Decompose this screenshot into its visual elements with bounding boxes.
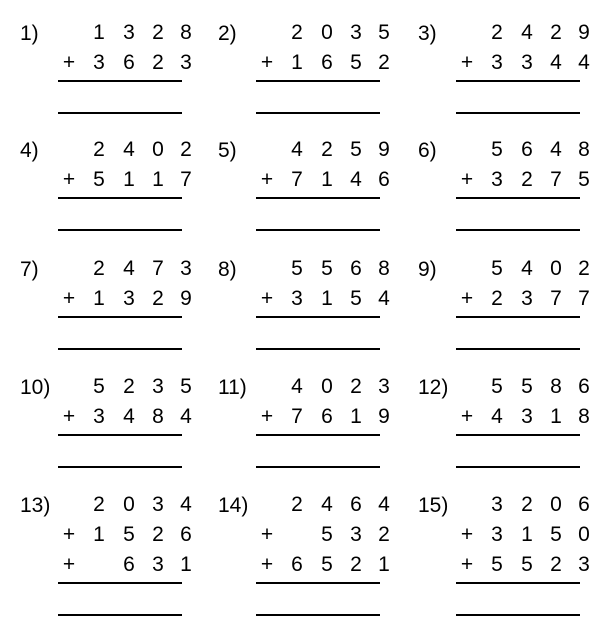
addend-line [60,48,192,78]
digit: 5 [491,375,503,398]
digit: 4 [378,493,390,516]
addend-line [60,372,192,402]
addend-line [458,490,590,520]
addend-line [60,284,192,314]
digit: 2 [93,257,105,280]
problem-number: 9) [418,258,437,281]
digit: 3 [521,405,533,428]
addends [258,490,390,580]
digit: 1 [123,168,135,191]
digit: 2 [491,21,503,44]
digit: 3 [152,553,164,576]
addends [458,18,590,78]
digit: 1 [321,168,333,191]
digit: 4 [321,493,333,516]
digit: 3 [521,51,533,74]
digit: 2 [378,51,390,74]
digit: 4 [550,138,562,161]
answer-line[interactable] [58,348,182,350]
digit: 2 [578,257,590,280]
sum-rule [456,197,580,199]
digit: 7 [578,287,590,310]
operator-sign: + [260,51,274,74]
addend-line [60,402,192,432]
operator-sign: + [62,523,76,546]
problem-number: 4) [20,139,39,162]
digit: 5 [321,257,333,280]
digit: 5 [521,553,533,576]
operator-sign: + [460,405,474,428]
addend-line [258,490,390,520]
addend-line [458,18,590,48]
digit: 8 [378,257,390,280]
digit: 1 [93,523,105,546]
digit: 2 [550,553,562,576]
addend-line [458,254,590,284]
digit: 5 [521,375,533,398]
answer-line[interactable] [58,112,182,114]
digit: 5 [491,553,503,576]
operator-sign: + [460,168,474,191]
digit: 5 [123,523,135,546]
digit: 4 [180,405,192,428]
digit: 0 [578,523,590,546]
digit: 5 [350,51,362,74]
problem-number: 11) [218,376,247,399]
digit: 9 [578,21,590,44]
problem-13 [20,490,200,610]
sum-rule [58,316,182,318]
addend-line [60,165,192,195]
sum-rule [58,434,182,436]
digit: 4 [350,168,362,191]
answer-line[interactable] [456,614,580,616]
digit: 2 [350,375,362,398]
digit: 1 [321,287,333,310]
digit: 1 [291,51,303,74]
sum-rule [256,434,380,436]
problem-number: 7) [20,258,39,281]
operator-sign: + [260,405,274,428]
addend-line [258,135,390,165]
problem-number: 2) [218,22,237,45]
problem-number: 6) [418,139,437,162]
digit: 1 [350,405,362,428]
digit: 2 [521,493,533,516]
answer-line[interactable] [58,229,182,231]
digit: 8 [550,375,562,398]
digit: 5 [491,257,503,280]
digit: 5 [321,553,333,576]
answer-line[interactable] [256,112,380,114]
digit: 1 [180,553,192,576]
addend-line [258,520,390,550]
addend-line [258,550,390,580]
operator-sign: + [260,168,274,191]
digit: 1 [93,21,105,44]
digit: 5 [180,375,192,398]
digit: 4 [521,257,533,280]
digit: 6 [180,523,192,546]
digit: 1 [550,405,562,428]
digit: 3 [152,375,164,398]
addend-line [60,550,192,580]
digit: 4 [123,405,135,428]
problem-9 [418,254,598,374]
digit: 3 [123,21,135,44]
digit: 2 [152,287,164,310]
problem-12 [418,372,598,492]
digit: 5 [350,138,362,161]
digit: 4 [123,257,135,280]
addend-line [458,165,590,195]
digit: 4 [291,375,303,398]
problem-number: 15) [418,494,449,517]
problem-number: 13) [20,494,51,517]
addends [258,372,390,432]
operator-sign: + [62,287,76,310]
digit: 0 [321,375,333,398]
digit: 9 [378,405,390,428]
operator-sign: + [62,405,76,428]
digit: 6 [321,405,333,428]
operator-sign: + [62,553,76,576]
digit: 1 [152,168,164,191]
operator-sign: + [460,51,474,74]
digit: 6 [378,168,390,191]
digit: 5 [550,523,562,546]
operator-sign: + [260,287,274,310]
addend-line [258,18,390,48]
addends [258,135,390,195]
addends [60,135,192,195]
digit: 0 [321,21,333,44]
sum-rule [256,582,380,584]
digit: 7 [550,287,562,310]
digit: 7 [291,405,303,428]
problem-5 [218,135,398,255]
addend-line [60,254,192,284]
operator-sign: + [260,523,274,546]
digit: 2 [152,523,164,546]
digit: 5 [378,21,390,44]
digit: 3 [123,287,135,310]
digit: 3 [491,523,503,546]
addend-line [458,372,590,402]
digit: 2 [93,138,105,161]
digit: 3 [180,51,192,74]
digit: 6 [350,493,362,516]
addend-line [458,550,590,580]
digit: 2 [321,138,333,161]
answer-line[interactable] [58,466,182,468]
addends [60,372,192,432]
sum-rule [456,316,580,318]
addends [458,372,590,432]
digit: 2 [93,493,105,516]
digit: 3 [491,168,503,191]
problem-number: 1) [20,22,39,45]
problem-3 [418,18,598,138]
digit: 7 [291,168,303,191]
addend-line [258,48,390,78]
problem-14 [218,490,398,610]
digit: 3 [578,553,590,576]
digit: 4 [550,51,562,74]
digit: 2 [550,21,562,44]
problem-11 [218,372,398,492]
digit: 6 [291,553,303,576]
addends [258,18,390,78]
addend-line [458,284,590,314]
digit: 6 [578,493,590,516]
digit: 5 [291,257,303,280]
digit: 0 [550,493,562,516]
digit: 3 [378,375,390,398]
digit: 6 [350,257,362,280]
operator-sign: + [260,553,274,576]
addend-line [258,372,390,402]
digit: 1 [521,523,533,546]
digit: 2 [350,553,362,576]
addends [258,254,390,314]
problem-number: 3) [418,22,437,45]
sum-rule [58,197,182,199]
digit: 8 [180,21,192,44]
problem-number: 10) [20,376,51,399]
problem-number: 12) [418,376,449,399]
digit: 2 [378,523,390,546]
digit: 2 [152,51,164,74]
operator-sign: + [460,553,474,576]
addends [458,254,590,314]
digit: 0 [152,138,164,161]
sum-rule [256,80,380,82]
digit: 5 [350,287,362,310]
problem-4 [20,135,200,255]
answer-line[interactable] [456,112,580,114]
digit: 6 [321,51,333,74]
digit: 1 [93,287,105,310]
digit: 7 [180,168,192,191]
digit: 7 [152,257,164,280]
digit: 3 [93,51,105,74]
sum-rule [456,434,580,436]
digit: 3 [491,51,503,74]
digit: 4 [180,493,192,516]
addend-line [60,18,192,48]
digit: 0 [123,493,135,516]
addend-line [258,254,390,284]
sum-rule [256,197,380,199]
digit: 2 [291,21,303,44]
digit: 5 [93,375,105,398]
digit: 2 [291,493,303,516]
digit: 4 [123,138,135,161]
digit: 6 [123,51,135,74]
sum-rule [58,80,182,82]
problem-8 [218,254,398,374]
operator-sign: + [62,51,76,74]
answer-line[interactable] [456,348,580,350]
digit: 0 [550,257,562,280]
digit: 2 [180,138,192,161]
problem-7 [20,254,200,374]
digit: 3 [291,287,303,310]
digit: 5 [93,168,105,191]
problem-number: 14) [218,494,249,517]
addend-line [458,402,590,432]
digit: 3 [491,493,503,516]
digit: 4 [491,405,503,428]
addends [458,490,590,580]
digit: 2 [491,287,503,310]
addend-line [60,520,192,550]
digit: 9 [180,287,192,310]
addends [60,18,192,78]
digit: 3 [350,523,362,546]
addend-line [258,165,390,195]
digit: 5 [321,523,333,546]
digit: 5 [491,138,503,161]
sum-rule [456,582,580,584]
addends [458,135,590,195]
problem-number: 8) [218,258,237,281]
addends [60,490,192,580]
digit: 3 [152,493,164,516]
digit: 7 [550,168,562,191]
operator-sign: + [62,168,76,191]
addend-line [458,48,590,78]
problem-6 [418,135,598,255]
addend-line [258,284,390,314]
answer-line[interactable] [58,614,182,616]
problem-2 [218,18,398,138]
digit: 5 [578,168,590,191]
digit: 4 [521,21,533,44]
digit: 9 [378,138,390,161]
problem-number: 5) [218,139,237,162]
digit: 3 [350,21,362,44]
operator-sign: + [460,523,474,546]
addend-line [60,490,192,520]
digit: 2 [521,168,533,191]
answer-line[interactable] [256,466,380,468]
sum-rule [456,80,580,82]
digit: 6 [123,553,135,576]
digit: 3 [521,287,533,310]
problem-15 [418,490,598,610]
answer-line[interactable] [456,229,580,231]
addend-line [458,135,590,165]
digit: 6 [521,138,533,161]
digit: 8 [152,405,164,428]
operator-sign: + [460,287,474,310]
digit: 1 [378,553,390,576]
sum-rule [58,582,182,584]
digit: 2 [123,375,135,398]
digit: 3 [93,405,105,428]
problem-10 [20,372,200,492]
digit: 4 [291,138,303,161]
answer-line[interactable] [256,614,380,616]
addend-line [458,520,590,550]
digit: 4 [378,287,390,310]
digit: 2 [152,21,164,44]
problem-1 [20,18,200,138]
answer-line[interactable] [256,348,380,350]
digit: 8 [578,138,590,161]
sum-rule [256,316,380,318]
digit: 6 [578,375,590,398]
answer-line[interactable] [256,229,380,231]
addend-line [258,402,390,432]
digit: 4 [578,51,590,74]
addend-line [60,135,192,165]
answer-line[interactable] [456,466,580,468]
digit: 8 [578,405,590,428]
digit: 3 [180,257,192,280]
addends [60,254,192,314]
